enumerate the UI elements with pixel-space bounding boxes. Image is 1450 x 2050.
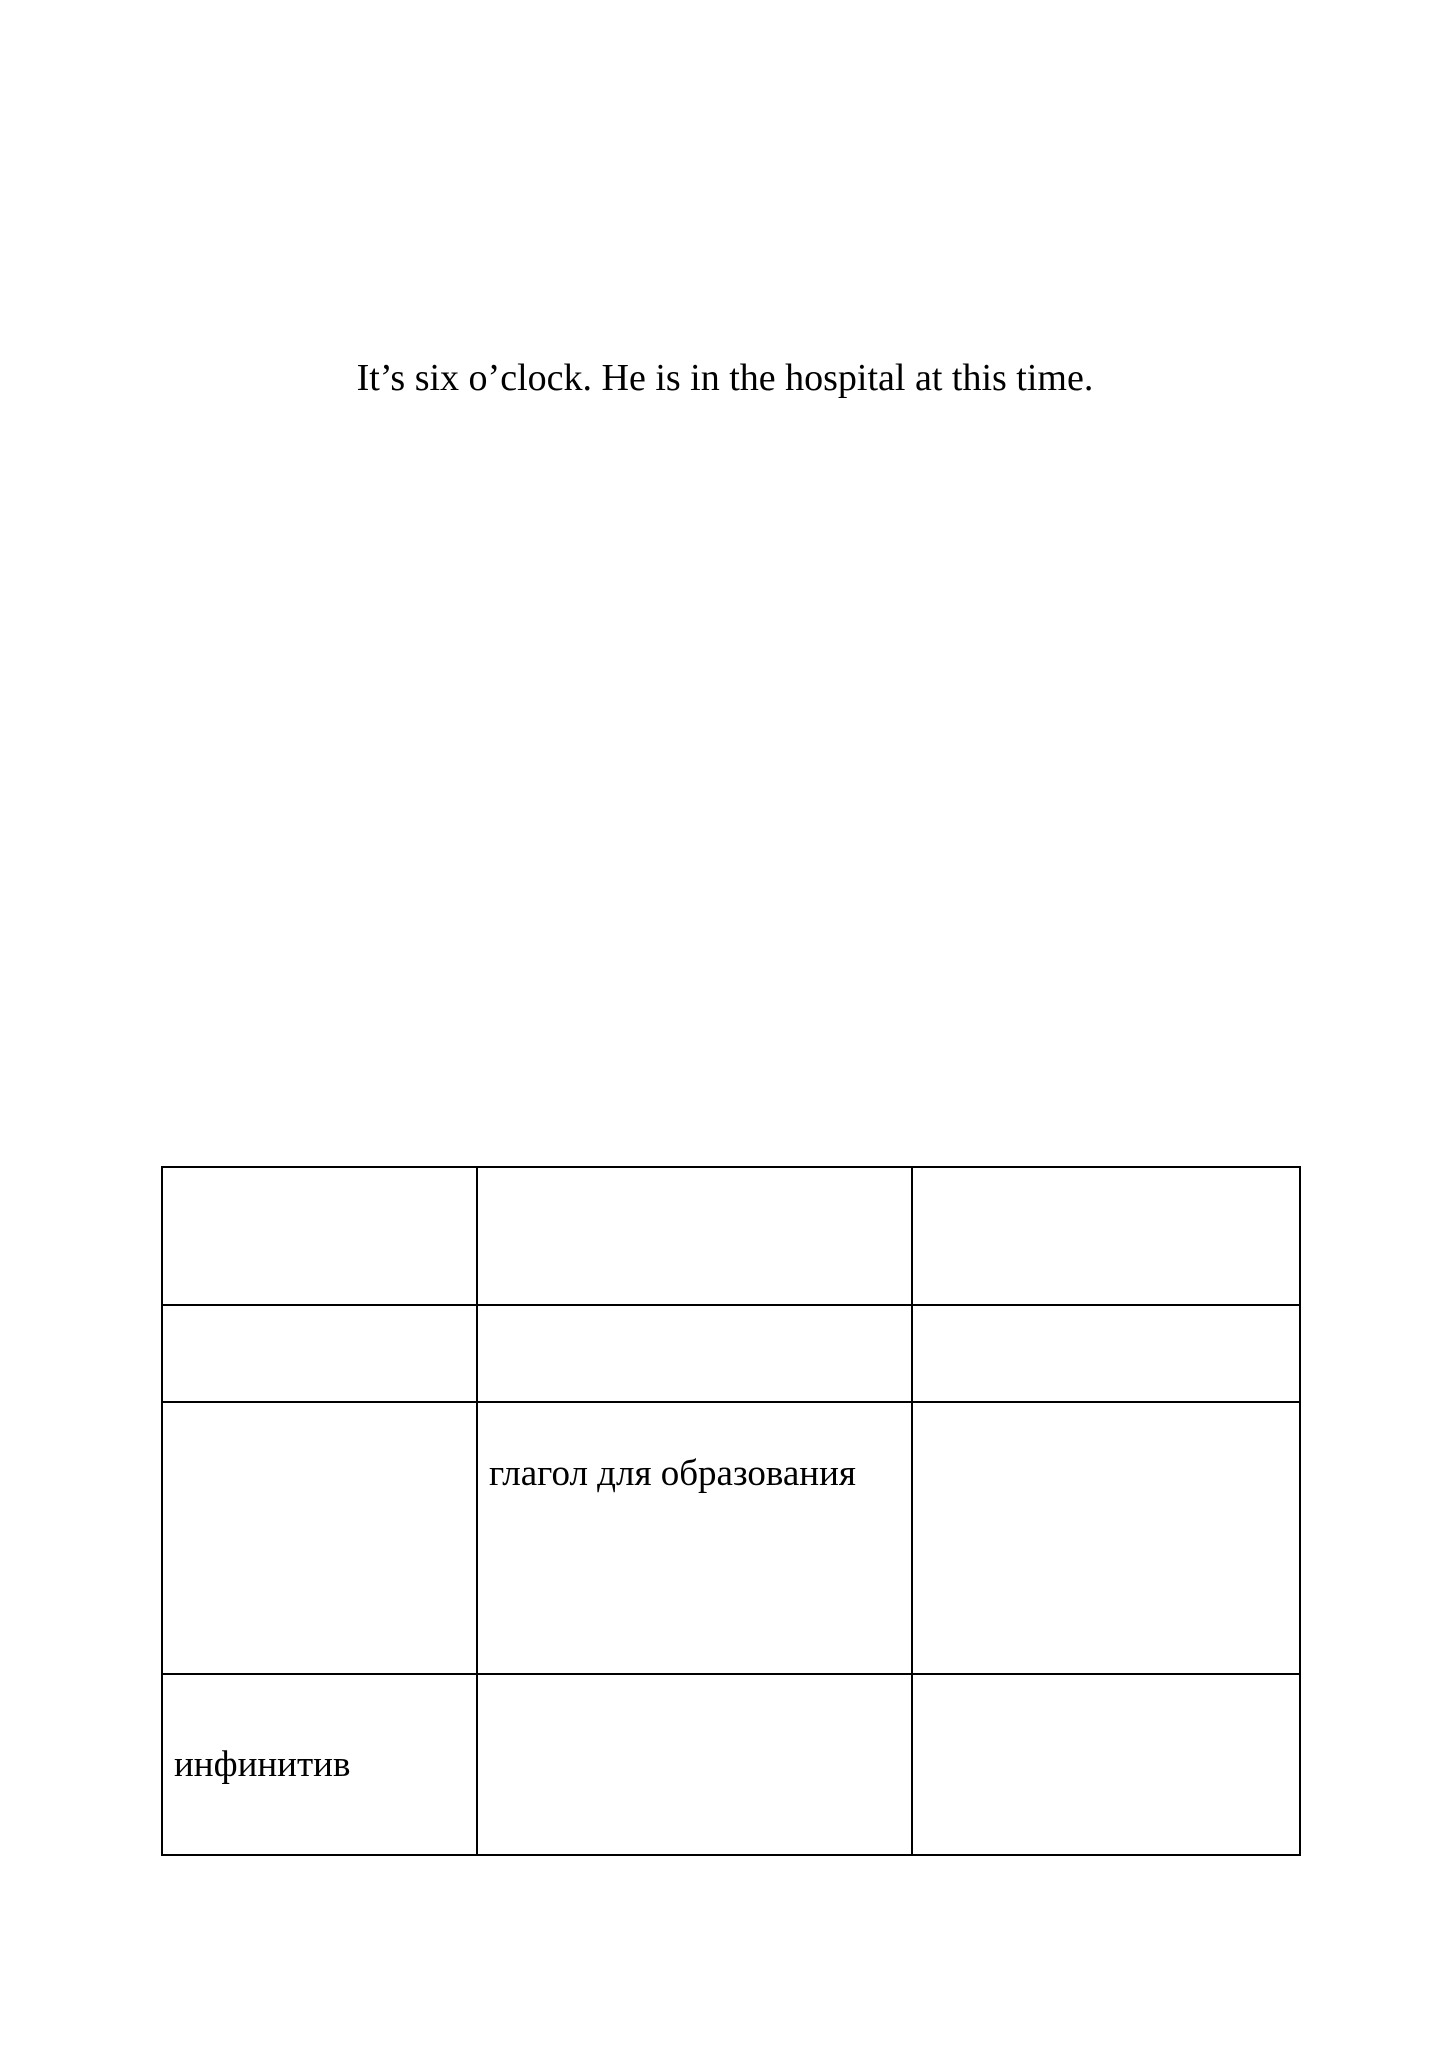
table-row <box>162 1674 1300 1855</box>
grammar-table <box>161 1166 1301 1856</box>
table-cell <box>912 1167 1300 1305</box>
table-cell <box>912 1305 1300 1402</box>
table-row <box>162 1305 1300 1402</box>
table-cell <box>162 1674 477 1855</box>
table-cell <box>162 1402 477 1674</box>
table-cell <box>477 1674 912 1855</box>
cell-text-infinitive: инфинитив <box>174 1744 351 1785</box>
table-row <box>162 1167 1300 1305</box>
table-row <box>162 1402 1300 1674</box>
table-cell <box>477 1305 912 1402</box>
table-cell <box>477 1167 912 1305</box>
table-cell <box>162 1167 477 1305</box>
table-cell <box>912 1674 1300 1855</box>
example-sentence: It’s six o’clock. He is in the hospital at this time. <box>356 357 1094 399</box>
cell-text-verb-formation: глагол для образования <box>489 1453 856 1494</box>
table-cell <box>477 1402 912 1674</box>
table-cell <box>162 1305 477 1402</box>
table-cell <box>912 1402 1300 1674</box>
